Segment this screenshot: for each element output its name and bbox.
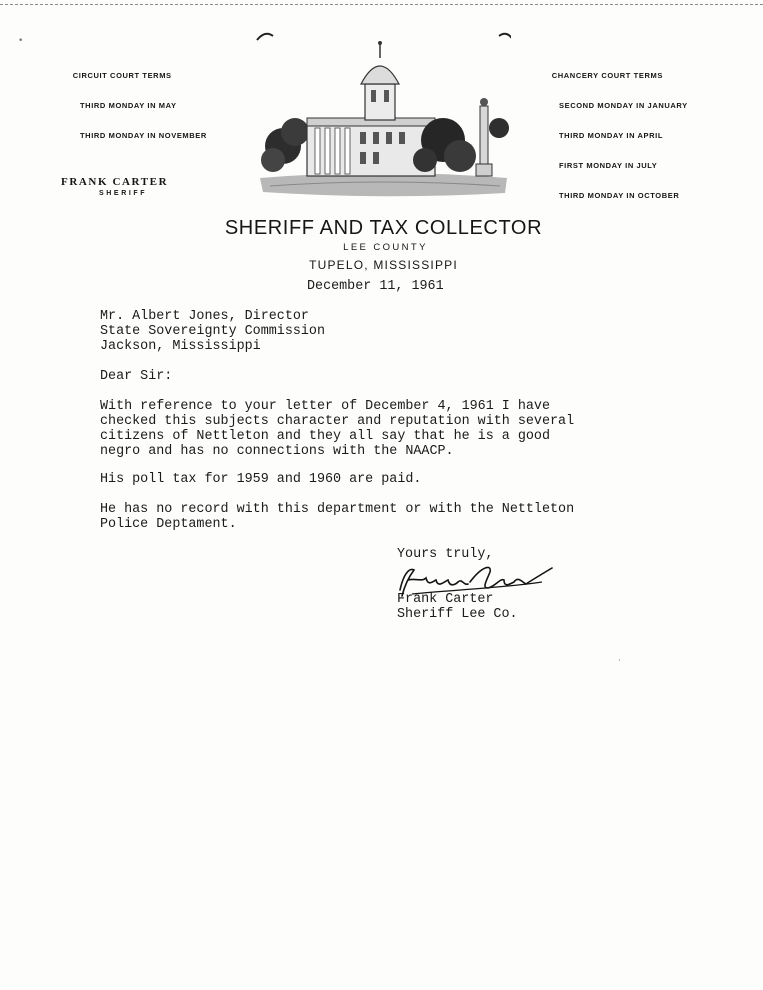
body-paragraph: With reference to your letter of December 4, 1961 I have checked this subjects character and reputation with several citizens of Nettleton and they all say that he is a good negro and has no connections with the NAACP. — [100, 399, 575, 459]
signer-name: Frank Carter — [397, 592, 494, 607]
sheriff-name: FRANK CARTER — [61, 176, 169, 188]
letter-date: December 11, 1961 — [307, 279, 444, 294]
signer-title: Sheriff Lee Co. — [397, 607, 518, 622]
chancery-term-line: SECOND MONDAY IN JANUARY — [559, 101, 688, 110]
courthouse-tower — [365, 84, 395, 120]
county-name: LEE COUNTY — [343, 242, 428, 253]
chancery-term-line: THIRD MONDAY IN OCTOBER — [559, 191, 680, 200]
scan-speck: · — [618, 656, 621, 666]
city-name: TUPELO, MISSISSIPPI — [309, 258, 458, 272]
address-line: Mr. Albert Jones, Director — [100, 309, 309, 324]
scan-speck: • — [18, 36, 24, 46]
monument — [480, 106, 488, 168]
address-line: State Sovereignty Commission — [100, 324, 325, 339]
chancery-court-title: CHANCERY COURT TERMS — [551, 71, 663, 80]
recipient-address — [100, 309, 325, 354]
chancery-court-terms — [541, 61, 688, 221]
courthouse-illustration — [255, 28, 511, 200]
circuit-court-title: CIRCUIT COURT TERMS — [72, 71, 172, 80]
signature-block — [397, 592, 518, 622]
top-edge-line — [0, 4, 763, 6]
courthouse-dome — [361, 66, 399, 84]
sheriff-title: SHERIFF — [99, 190, 148, 197]
complimentary-close: Yours truly, — [397, 547, 494, 562]
chancery-term-line: THIRD MONDAY IN APRIL — [559, 131, 663, 140]
circuit-court-terms — [62, 61, 207, 161]
salutation: Dear Sir: — [100, 369, 173, 384]
chancery-term-line: FIRST MONDAY IN JULY — [559, 161, 658, 170]
office-title: SHERIFF AND TAX COLLECTOR — [224, 217, 543, 239]
circuit-term-line: THIRD MONDAY IN MAY — [80, 101, 177, 110]
circuit-term-line: THIRD MONDAY IN NOVEMBER — [80, 131, 207, 140]
body-paragraph: He has no record with this department or with the Nettleton Police Deptament. — [100, 502, 575, 532]
ornament-left — [257, 34, 273, 40]
body-paragraph: His poll tax for 1959 and 1960 are paid. — [100, 472, 422, 487]
ornament-right — [499, 34, 511, 40]
address-line: Jackson, Mississippi — [100, 339, 261, 354]
